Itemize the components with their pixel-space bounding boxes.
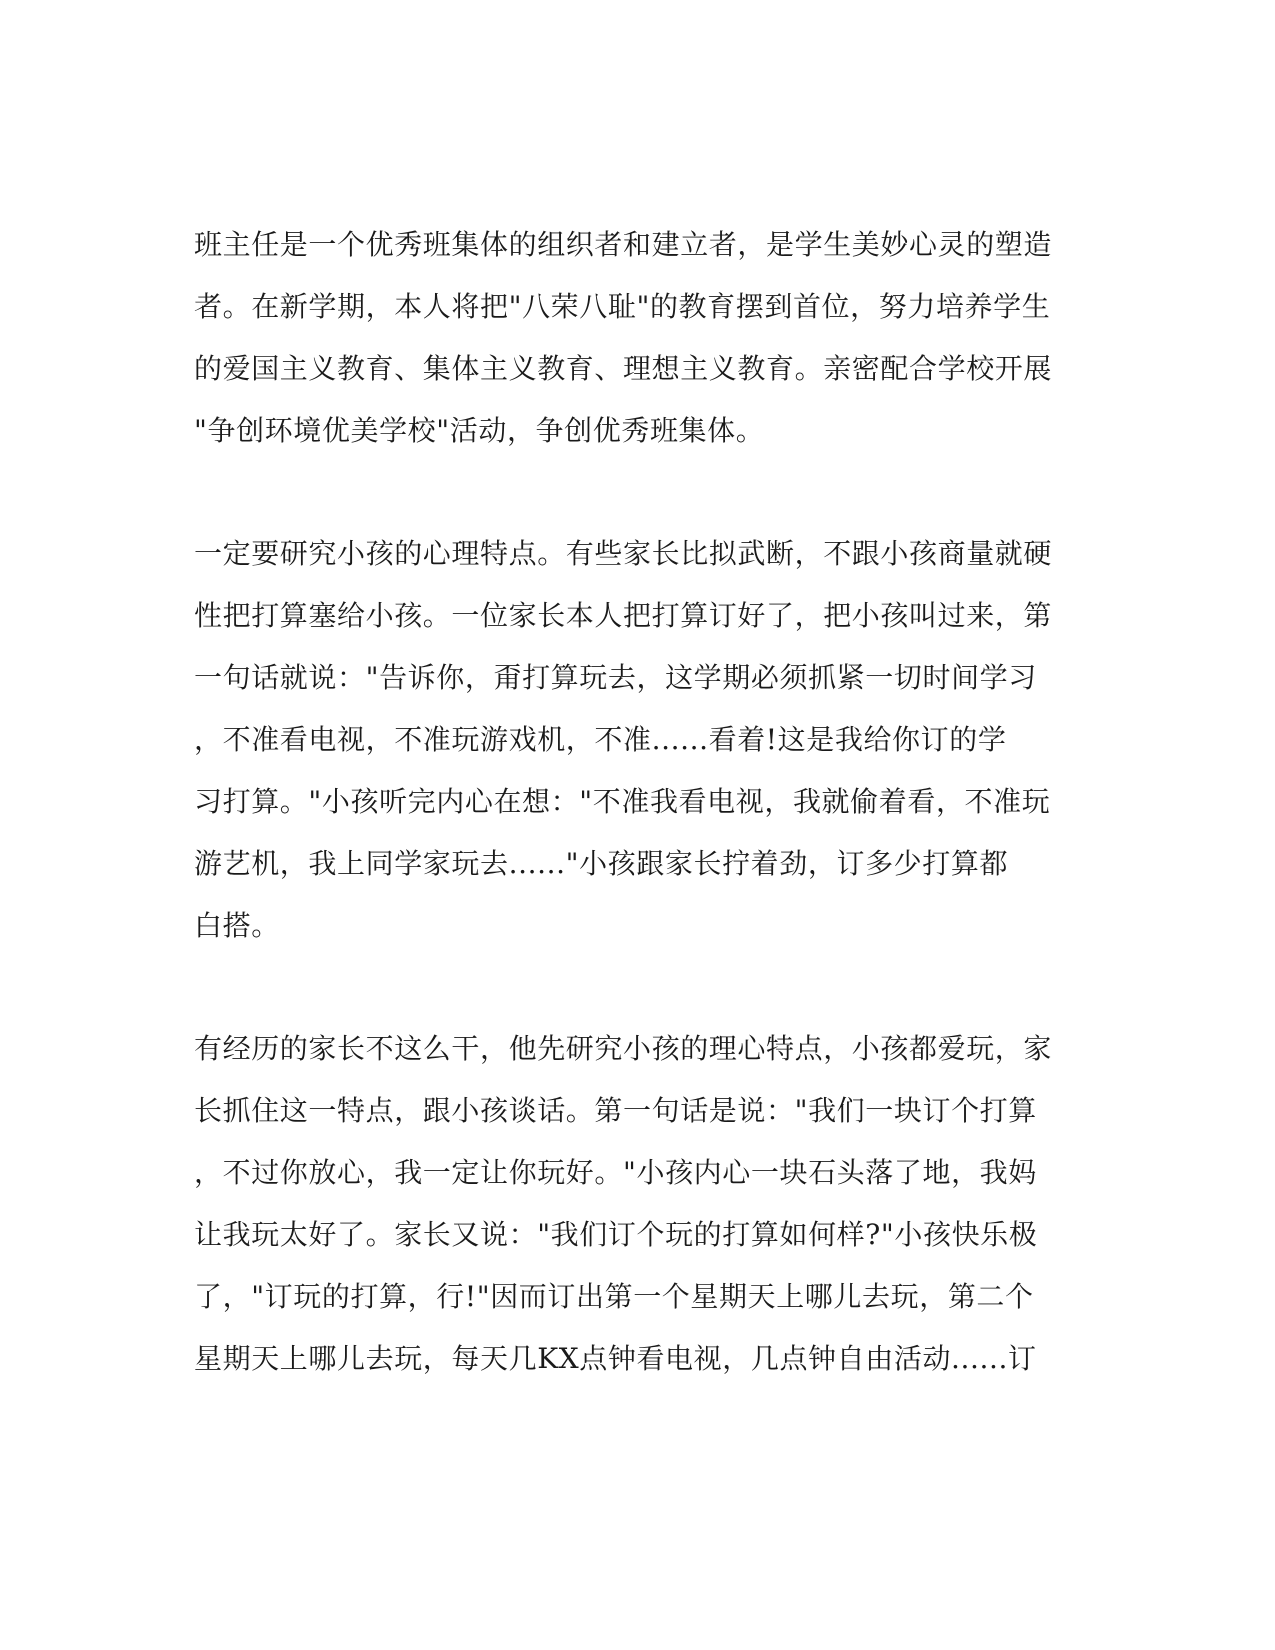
text-line: 一句话就说："告诉你，甭打算玩去，这学期必须抓紧一切时间学习 <box>194 661 1037 694</box>
text-line: 了，"订玩的打算，行!"因而订出第一个星期天上哪儿去玩，第二个 <box>194 1280 1034 1313</box>
text-line: 性把打算塞给小孩。一位家长本人把打算订好了，把小孩叫过来，第 <box>194 599 1053 632</box>
text-line: 的爱国主义教育、集体主义教育、理想主义教育。亲密配合学校开展 <box>194 352 1053 385</box>
text-line: 者。在新学期，本人将把"八荣八耻"的教育摆到首位，努力培养学生 <box>194 290 1051 323</box>
text-line: 长抓住这一特点，跟小孩谈话。第一句话是说："我们一块订个打算 <box>194 1094 1037 1127</box>
text-line: ，不准看电视，不准玩游戏机，不准......看着!这是我给你订的学 <box>194 723 1007 756</box>
text-line: 游艺机，我上同学家玩去......"小孩跟家长拧着劲，订多少打算都 <box>194 847 1009 880</box>
text-line: 星期天上哪儿去玩，每天几KX点钟看电视，几点钟自由活动......订 <box>194 1342 1037 1375</box>
text-line: 让我玩太好了。家长又说："我们订个玩的打算如何样?"小孩快乐极 <box>194 1218 1038 1251</box>
text-line: 一定要研究小孩的心理特点。有些家长比拟武断，不跟小孩商量就硬 <box>194 537 1053 570</box>
text-line: 习打算。"小孩听完内心在想："不准我看电视，我就偷着看，不准玩 <box>194 785 1051 818</box>
text-line: 白搭。 <box>194 909 280 942</box>
text-line: 有经历的家长不这么干，他先研究小孩的理心特点，小孩都爱玩，家 <box>194 1032 1053 1065</box>
text-line: "争创环境优美学校"活动，争创优秀班集体。 <box>194 414 765 447</box>
text-line: 班主任是一个优秀班集体的组织者和建立者，是学生美妙心灵的塑造 <box>194 228 1053 261</box>
text-line: ，不过你放心，我一定让你玩好。"小孩内心一块石头落了地，我妈 <box>194 1156 1037 1189</box>
